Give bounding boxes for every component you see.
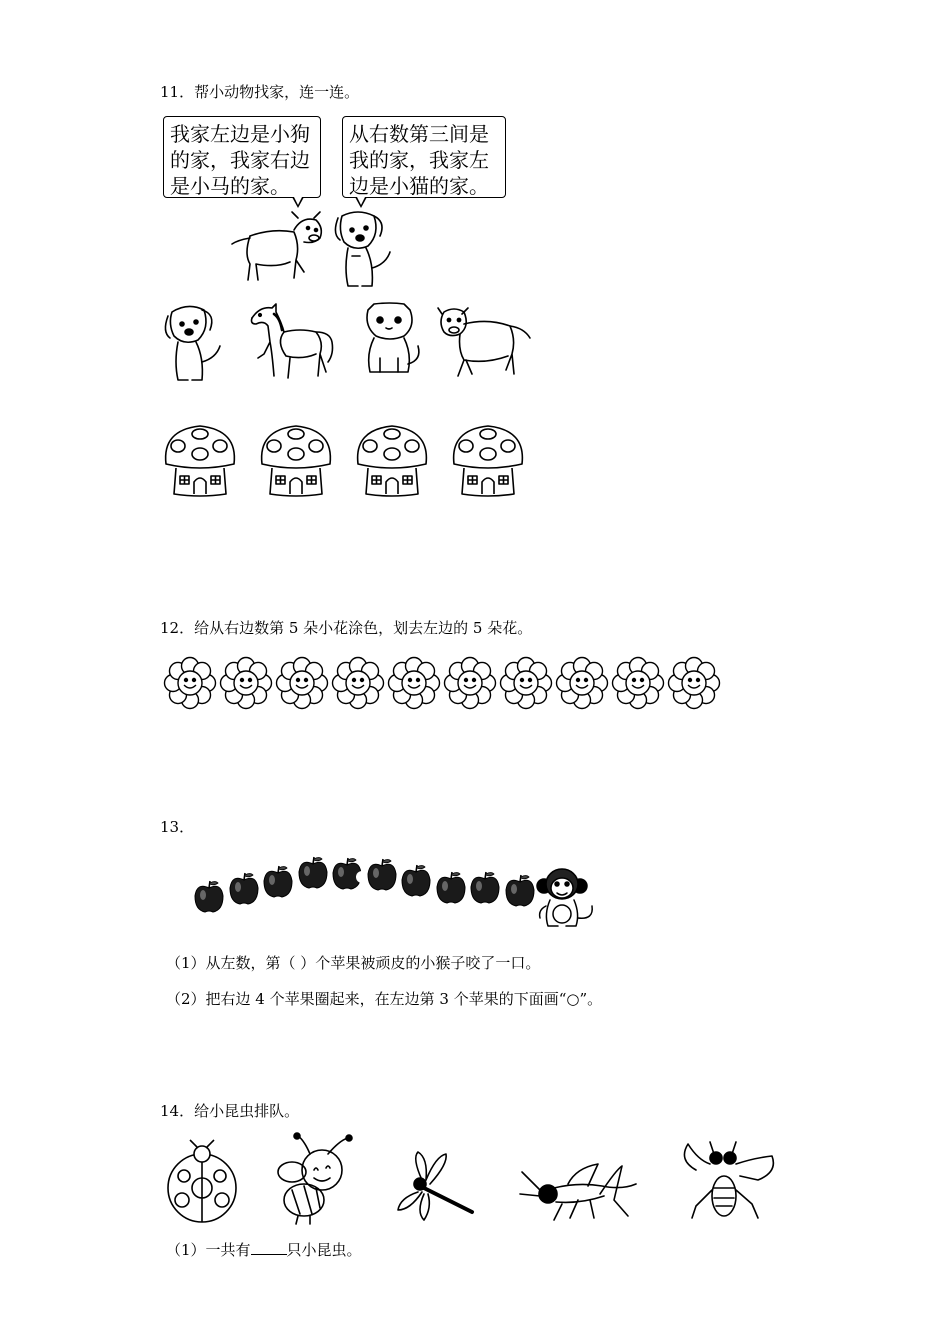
insect-bee-icon [270, 1132, 366, 1228]
insect-dragonfly-icon [396, 1152, 478, 1224]
insect-ladybug-icon [162, 1144, 242, 1224]
flower-icon[interactable] [275, 656, 329, 710]
mushroom-house-icon [354, 424, 430, 498]
monkey-icon [536, 866, 598, 934]
bitten-apple-icon[interactable] [331, 857, 363, 891]
flower-icon[interactable] [611, 656, 665, 710]
flower-icon[interactable] [667, 656, 721, 710]
bubble-right-line-1: 从右数第三间是 [349, 122, 489, 146]
bubble-left-line-1: 我家左边是小狗 [170, 122, 310, 146]
mushroom-house-icon [162, 424, 238, 498]
apple-icon[interactable] [469, 871, 501, 905]
mushroom-house-icon [258, 424, 334, 498]
bubble-right-line-3: 边是小猫的家。 [349, 174, 489, 198]
flower-icon[interactable] [443, 656, 497, 710]
apple-icon[interactable] [366, 858, 398, 892]
apple-icon[interactable] [262, 865, 294, 899]
question-13-sub-2: （2）把右边 4 个苹果圈起来，在左边第 3 个苹果的下面画“○”。 [166, 990, 603, 1008]
question-12-title: 12．给从右边数第 5 朵小花涂色，划去左边的 5 朵花。 [160, 619, 533, 637]
flower-icon[interactable] [387, 656, 441, 710]
speaker-dog-icon [330, 208, 396, 290]
answer-blank[interactable] [251, 1240, 287, 1255]
sub-1-prefix: （1）一共有 [166, 1241, 251, 1259]
apple-icon[interactable] [297, 856, 329, 890]
question-13-title: 13． [160, 818, 195, 836]
mushroom-house-icon [450, 424, 526, 498]
apple-icon[interactable] [400, 864, 432, 898]
question-13-sub-1: （1）从左数，第（ ）个苹果被顽皮的小猴子咬了一口。 [166, 954, 541, 972]
flower-icon[interactable] [331, 656, 385, 710]
insect-mantis-icon [674, 1140, 784, 1224]
flower-icon[interactable] [555, 656, 609, 710]
question-11-title: 11．帮小动物找家，连一连。 [160, 83, 360, 101]
animal-horse-icon [246, 302, 338, 382]
bubble-left-line-3: 是小马的家。 [170, 174, 290, 198]
speech-bubble-right [342, 116, 506, 198]
sub-1-suffix: 只小昆虫。 [286, 1241, 362, 1259]
apple-icon[interactable] [228, 872, 260, 906]
speaker-cow-icon [228, 206, 328, 286]
flower-icon[interactable] [499, 656, 553, 710]
insect-grasshopper-icon [518, 1160, 640, 1224]
animal-cat-icon [360, 302, 424, 378]
bubble-right-line-2: 我的家，我家左 [349, 148, 489, 172]
apple-icon[interactable] [504, 874, 536, 908]
flower-icon[interactable] [163, 656, 217, 710]
bubble-left-line-2: 的家，我家右边 [170, 148, 310, 172]
apple-icon[interactable] [193, 880, 225, 914]
animal-dog-icon [162, 304, 224, 386]
animal-cow-icon [436, 304, 534, 382]
flower-icon[interactable] [219, 656, 273, 710]
question-14-sub-1 [166, 1240, 362, 1260]
apple-icon[interactable] [435, 871, 467, 905]
question-14-title: 14．给小昆虫排队。 [160, 1102, 300, 1120]
speech-bubble-left [163, 116, 321, 198]
